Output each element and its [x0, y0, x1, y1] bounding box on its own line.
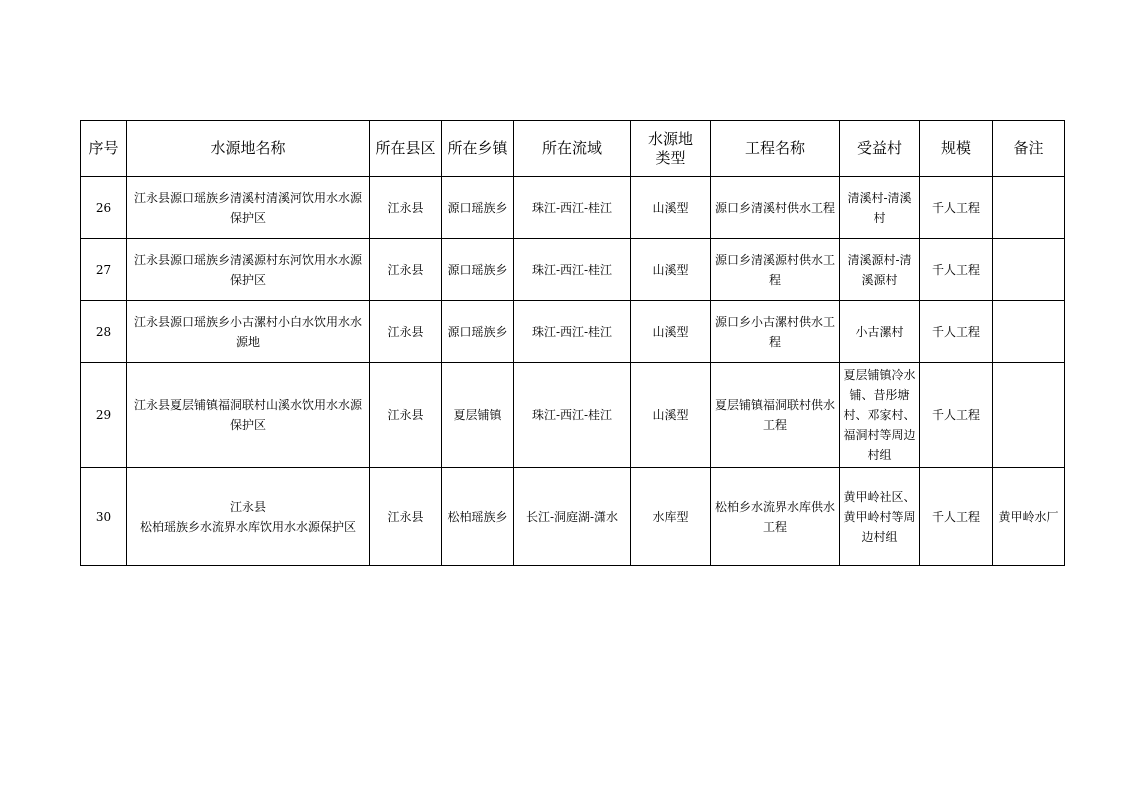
cell-id: 27 [81, 239, 127, 301]
cell-project: 源口乡小古漯村供水工程 [711, 301, 840, 363]
header-row [81, 121, 1065, 177]
cell-county: 江永县 [370, 239, 442, 301]
cell-scale: 千人工程 [920, 177, 993, 239]
header-basin: 所在流域 [514, 121, 631, 177]
cell-source-name: 江永县源口瑶族乡小古漯村小白水饮用水水源地 [127, 301, 370, 363]
table-row [81, 468, 1065, 566]
header-scale: 规模 [920, 121, 993, 177]
cell-source-type: 山溪型 [631, 301, 711, 363]
cell-note [993, 239, 1065, 301]
cell-note [993, 301, 1065, 363]
header-source-type: 水源地类型 [631, 121, 711, 177]
cell-id: 30 [81, 468, 127, 566]
cell-source-name: 江永县夏层铺镇福洞联村山溪水饮用水水源保护区 [127, 363, 370, 468]
cell-source-name: 江永县 松柏瑶族乡水流界水库饮用水水源保护区 [127, 468, 370, 566]
cell-county: 江永县 [370, 468, 442, 566]
cell-town: 源口瑶族乡 [442, 301, 514, 363]
header-town: 所在乡镇 [442, 121, 514, 177]
cell-villages: 清溪村-清溪村 [840, 177, 920, 239]
cell-town: 源口瑶族乡 [442, 177, 514, 239]
table-row [81, 301, 1065, 363]
cell-basin: 长江-洞庭湖-潇水 [514, 468, 631, 566]
cell-villages: 夏层铺镇冷水铺、昔彤塘村、邓家村、福洞村等周边村组 [840, 363, 920, 468]
cell-scale: 千人工程 [920, 239, 993, 301]
cell-id: 28 [81, 301, 127, 363]
cell-note [993, 363, 1065, 468]
cell-source-type: 山溪型 [631, 177, 711, 239]
cell-county: 江永县 [370, 177, 442, 239]
cell-basin: 珠江-西江-桂江 [514, 363, 631, 468]
cell-villages: 清溪源村-清溪源村 [840, 239, 920, 301]
cell-note [993, 177, 1065, 239]
cell-note: 黄甲岭水厂 [993, 468, 1065, 566]
cell-villages: 黄甲岭社区、黄甲岭村等周边村组 [840, 468, 920, 566]
header-villages: 受益村 [840, 121, 920, 177]
cell-id: 29 [81, 363, 127, 468]
header-id: 序号 [81, 121, 127, 177]
cell-basin: 珠江-西江-桂江 [514, 239, 631, 301]
cell-source-type: 水库型 [631, 468, 711, 566]
cell-town: 源口瑶族乡 [442, 239, 514, 301]
cell-scale: 千人工程 [920, 301, 993, 363]
cell-project: 松柏乡水流界水库供水工程 [711, 468, 840, 566]
cell-source-name: 江永县源口瑶族乡清溪源村东河饮用水水源保护区 [127, 239, 370, 301]
cell-county: 江永县 [370, 363, 442, 468]
cell-source-type: 山溪型 [631, 239, 711, 301]
cell-town: 夏层铺镇 [442, 363, 514, 468]
table-row [81, 363, 1065, 468]
cell-source-name: 江永县源口瑶族乡清溪村清溪河饮用水水源保护区 [127, 177, 370, 239]
cell-scale: 千人工程 [920, 363, 993, 468]
cell-project: 夏层铺镇福洞联村供水工程 [711, 363, 840, 468]
header-source-name: 水源地名称 [127, 121, 370, 177]
header-county: 所在县区 [370, 121, 442, 177]
cell-id: 26 [81, 177, 127, 239]
table-row [81, 239, 1065, 301]
cell-basin: 珠江-西江-桂江 [514, 301, 631, 363]
water-source-table [80, 120, 1065, 566]
cell-villages: 小古漯村 [840, 301, 920, 363]
cell-project: 源口乡清溪源村供水工程 [711, 239, 840, 301]
cell-scale: 千人工程 [920, 468, 993, 566]
cell-basin: 珠江-西江-桂江 [514, 177, 631, 239]
header-note: 备注 [993, 121, 1065, 177]
cell-county: 江永县 [370, 301, 442, 363]
cell-town: 松柏瑶族乡 [442, 468, 514, 566]
table-row [81, 177, 1065, 239]
header-project: 工程名称 [711, 121, 840, 177]
cell-project: 源口乡清溪村供水工程 [711, 177, 840, 239]
cell-source-type: 山溪型 [631, 363, 711, 468]
